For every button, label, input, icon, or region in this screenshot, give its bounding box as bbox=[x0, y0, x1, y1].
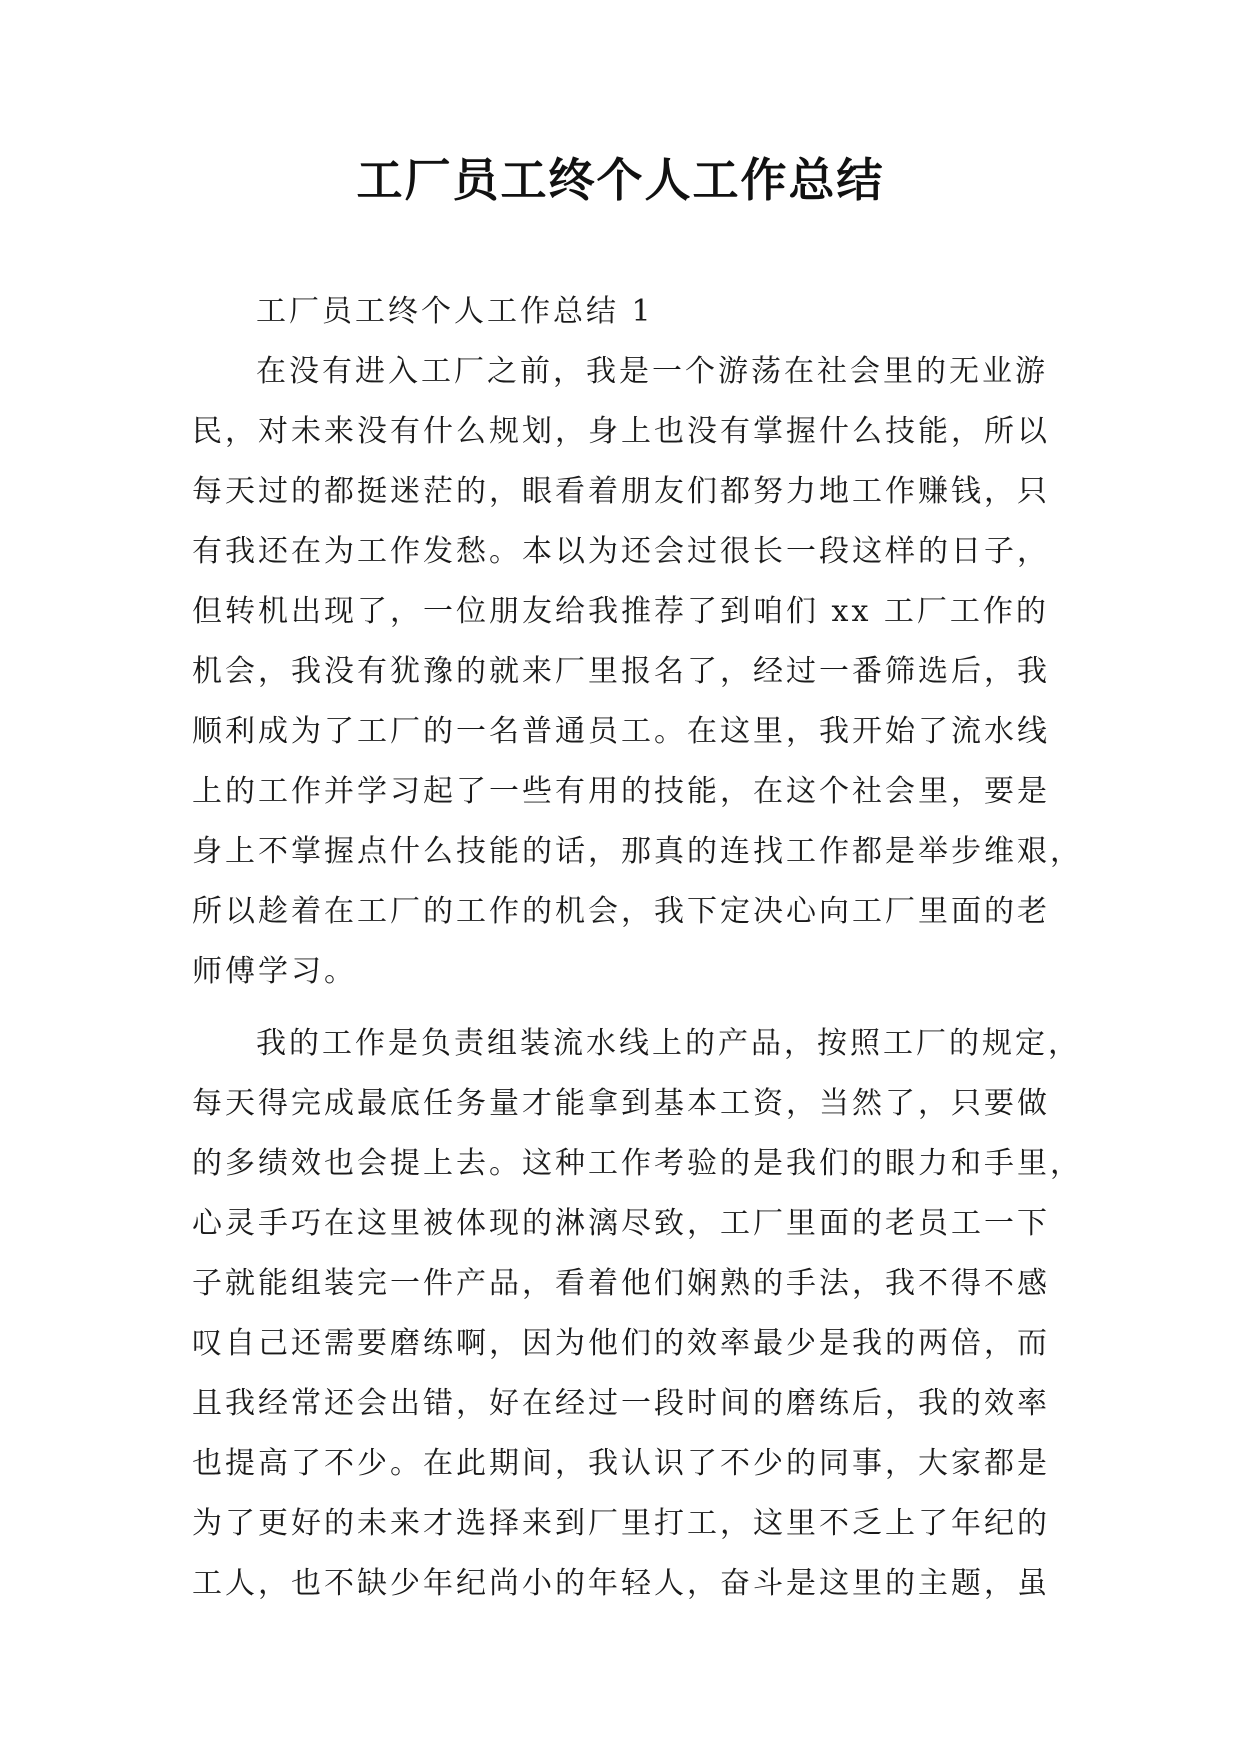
paragraph-line: 但转机出现了，一位朋友给我推荐了到咱们 xx 工厂工作的 bbox=[192, 594, 1049, 629]
paragraph-line: 所以趁着在工厂的工作的机会，我下定决心向工厂里面的老 bbox=[192, 894, 1050, 929]
paragraph-line: 心灵手巧在这里被体现的淋漓尽致，工厂里面的老员工一下 bbox=[192, 1206, 1050, 1241]
paragraph-line: 我的工作是负责组装流水线上的产品，按照工厂的规定， bbox=[256, 1026, 1081, 1061]
document-body bbox=[192, 288, 1083, 1614]
section-subtitle: 工厂员工终个人工作总结 1 bbox=[256, 294, 654, 329]
paragraph-line: 的多绩效也会提上去。这种工作考验的是我们的眼力和手里， bbox=[192, 1146, 1083, 1181]
paragraph-line: 机会，我没有犹豫的就来厂里报名了，经过一番筛选后，我 bbox=[192, 654, 1050, 689]
paragraph-2 bbox=[192, 1014, 1083, 1614]
paragraph-line: 每天过的都挺迷茫的，眼看着朋友们都努力地工作赚钱，只 bbox=[192, 474, 1050, 509]
paragraph-line: 叹自己还需要磨练啊，因为他们的效率最少是我的两倍，而 bbox=[192, 1326, 1050, 1361]
paragraph-line: 身上不掌握点什么技能的话，那真的连找工作都是举步维艰， bbox=[192, 834, 1083, 869]
paragraph-line: 工人，也不缺少年纪尚小的年轻人，奋斗是这里的主题，虽 bbox=[192, 1566, 1050, 1601]
document-title: 工厂员工终个人工作总结 bbox=[356, 153, 885, 207]
paragraph-line: 有我还在为工作发愁。本以为还会过很长一段这样的日子， bbox=[192, 534, 1050, 569]
paragraph-line: 在没有进入工厂之前，我是一个游荡在社会里的无业游 bbox=[256, 354, 1048, 389]
paragraph-line: 子就能组装完一件产品，看着他们娴熟的手法，我不得不感 bbox=[192, 1266, 1050, 1301]
paragraph-line: 上的工作并学习起了一些有用的技能，在这个社会里，要是 bbox=[192, 774, 1050, 809]
paragraph-line: 顺利成为了工厂的一名普通员工。在这里，我开始了流水线 bbox=[192, 714, 1050, 749]
paragraph-line: 且我经常还会出错，好在经过一段时间的磨练后，我的效率 bbox=[192, 1386, 1050, 1421]
paragraph-line: 为了更好的未来才选择来到厂里打工，这里不乏上了年纪的 bbox=[192, 1506, 1050, 1541]
paragraph-1 bbox=[192, 342, 1083, 1002]
paragraph-line: 每天得完成最底任务量才能拿到基本工资，当然了，只要做 bbox=[192, 1086, 1050, 1121]
paragraph-line: 民，对未来没有什么规划，身上也没有掌握什么技能，所以 bbox=[192, 414, 1050, 449]
paragraph-line: 也提高了不少。在此期间，我认识了不少的同事，大家都是 bbox=[192, 1446, 1050, 1481]
paragraph-line: 师傅学习。 bbox=[192, 954, 357, 989]
